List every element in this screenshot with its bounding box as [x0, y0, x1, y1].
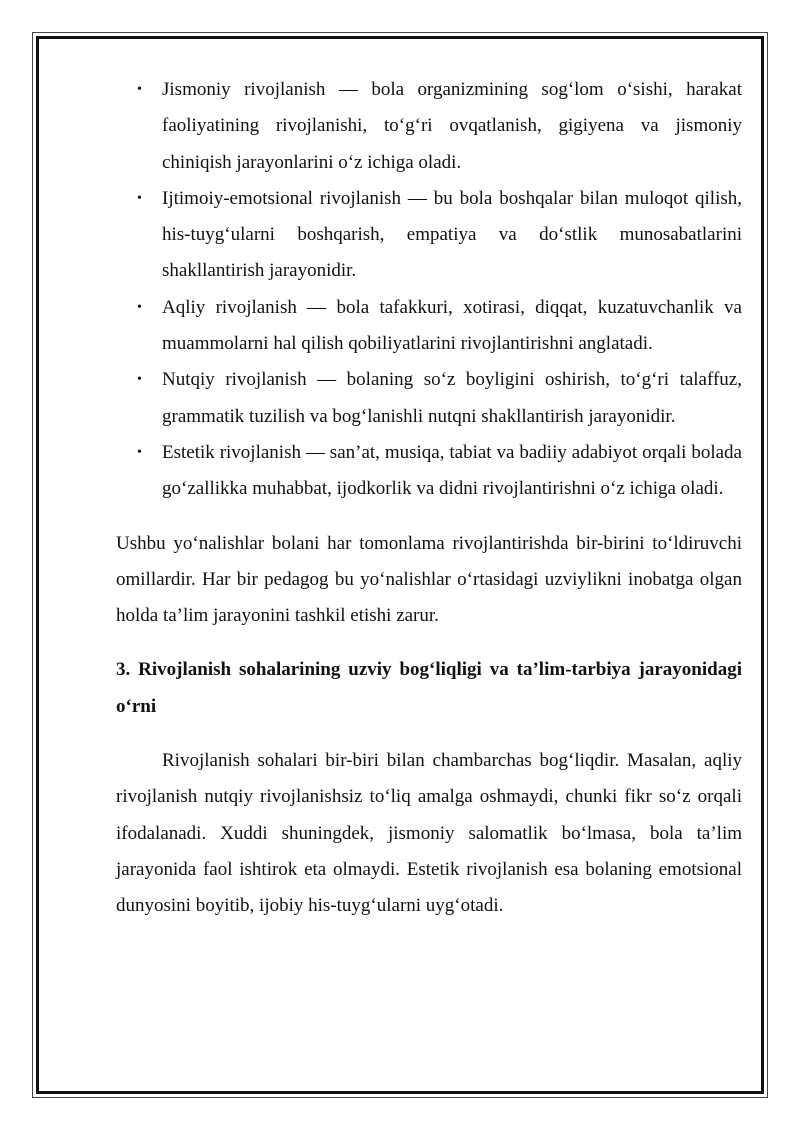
bullet-icon: • — [137, 190, 142, 206]
development-areas-list — [116, 72, 742, 508]
bullet-icon: • — [137, 444, 142, 460]
bullet-icon: • — [137, 82, 142, 97]
bullet-icon: • — [137, 299, 142, 315]
section-heading: 3. Rivojlanish sohalarining uzviy bog‘liqligi va ta’lim-tarbiya jarayonidagi o‘rni — [116, 659, 742, 717]
document-body — [116, 72, 742, 925]
section-paragraph: Rivojlanish sohalari bir-biri bilan chambarchas bog‘liqdir. Masalan, aqliy rivojlanish nutqiy rivojlanishsiz to‘liq amalga oshmaydi, chunki fikr so‘z orqali ifodalanadi. Xuddi shuningdek, jismoniy salomatlik bo‘lmasa, bola ta’lim jarayonida faol ishtirok eta olmaydi. Estetik rivojlanish esa bolaning emotsional dunyosini boyitib, ijobiy his-tuyg‘ularni uyg‘otadi. — [116, 750, 742, 917]
bullet-icon: • — [137, 372, 142, 388]
list-item — [116, 362, 742, 435]
list-item-text: Ijtimoiy-emotsional rivojlanish — bu bola boshqalar bilan muloqot qilish, his-tuyg‘ularni boshqarish, empatiya va do‘stlik munosabatlarini shakllantirish jarayonidir. — [162, 187, 742, 282]
list-item — [116, 72, 742, 181]
list-item — [116, 435, 742, 508]
list-item — [116, 181, 742, 290]
list-item — [116, 290, 742, 363]
list-item-text: Aqliy rivojlanish — bola tafakkuri, xotirasi, diqqat, kuzatuvchanlik va muammolarni hal qilish qobiliyatlarini rivojlantirishni anglatadi. — [162, 296, 742, 355]
summary-paragraph: Ushbu yo‘nalishlar bolani har tomonlama rivojlantirishda bir-birini to‘ldiruvchi omillardir. Har bir pedagog bu yo‘nalishlar o‘rtasidagi uzviylikni inobatga olgan holda ta’lim jarayonini tashkil etishi zarur. — [116, 532, 742, 627]
list-item-text: Jismoniy rivojlanish — bola organizmining sog‘lom o‘sishi, harakat faoliyatining rivojlanishi, to‘g‘ri ovqatlanish, gigiyena va jismoniy chiniqish jarayonlarini o‘z ichiga oladi. — [162, 79, 742, 173]
list-item-text: Nutqiy rivojlanish — bolaning so‘z boyligini oshirish, to‘g‘ri talaffuz, grammatik tuzilish va bog‘lanishli nutqni shakllantirish jarayonidir. — [162, 369, 742, 427]
list-item-text: Estetik rivojlanish — san’at, musiqa, tabiat va badiiy adabiyot orqali bolada go‘zallikka muhabbat, ijodkorlik va didni rivojlantirishni o‘z ichiga oladi. — [162, 441, 742, 500]
